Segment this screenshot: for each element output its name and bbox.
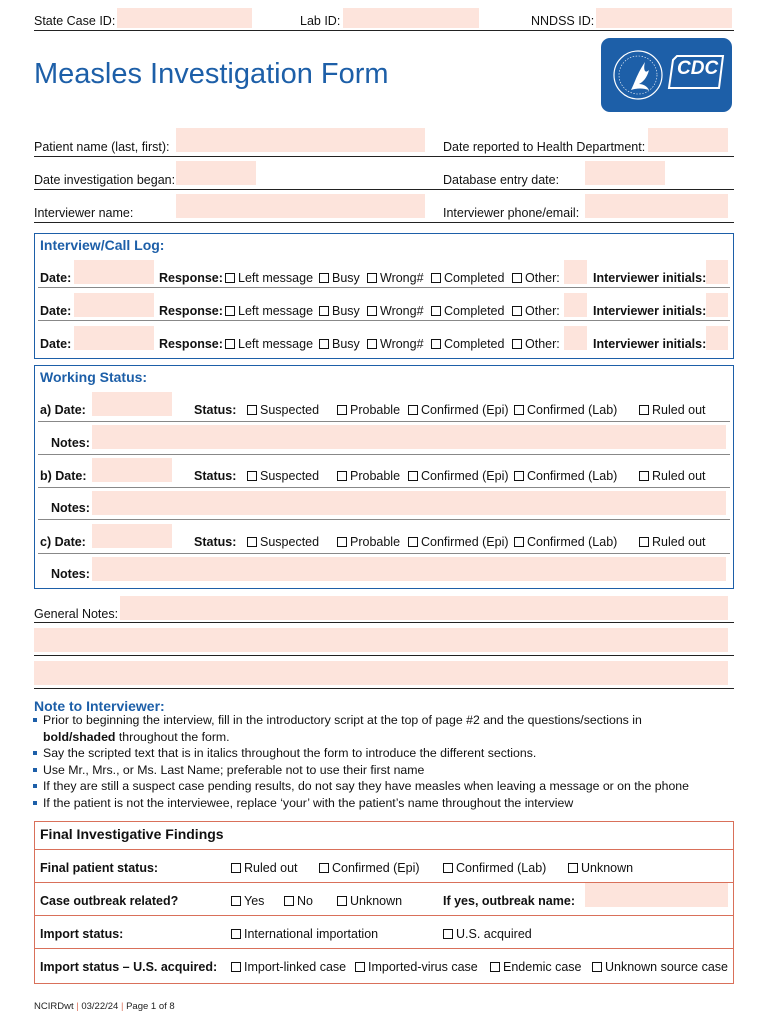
cdc-logo-text: CDC [677, 58, 719, 79]
db-entry-label: Database entry date: [443, 173, 560, 187]
checkbox-icon [231, 863, 241, 873]
other-field[interactable] [564, 326, 587, 350]
interviewer-name-field[interactable] [176, 194, 425, 218]
state-case-id-label: State Case ID: [34, 14, 116, 28]
opt-other[interactable]: Other: [512, 271, 560, 285]
page-title: Measles Investigation Form [34, 58, 389, 90]
checkbox-icon [639, 471, 649, 481]
initials-field[interactable] [706, 293, 728, 317]
checkbox-icon [247, 537, 257, 547]
opt-confirmed-epi[interactable]: Confirmed (Epi) [408, 403, 509, 417]
opt-final-unknown[interactable]: Unknown [568, 861, 633, 875]
initials-field[interactable] [706, 326, 728, 350]
checkbox-icon [443, 929, 453, 939]
opt-outbreak-unknown[interactable]: Unknown [337, 894, 402, 908]
opt-suspected[interactable]: Suspected [247, 469, 319, 483]
checkbox-icon [443, 863, 453, 873]
note-item: Prior to beginning the interview, fill in the introductory script at the top of page #2 and the questions/sections in bold/shaded throughout the form. [32, 712, 742, 745]
opt-confirmed-lab[interactable]: Confirmed (Lab) [514, 469, 617, 483]
patient-name-field[interactable] [176, 128, 425, 152]
call-date-field[interactable] [74, 293, 154, 317]
opt-confirmed-lab[interactable]: Confirmed (Lab) [514, 535, 617, 549]
opt-busy[interactable]: Busy [319, 337, 360, 351]
checkbox-icon [231, 962, 241, 972]
status-date-field[interactable] [92, 524, 172, 548]
call-log-title: Interview/Call Log: [40, 237, 165, 253]
cdc-logo [601, 38, 732, 112]
opt-left-message[interactable]: Left message [225, 271, 313, 285]
opt-confirmed-epi[interactable]: Confirmed (Epi) [408, 535, 509, 549]
status-label: Status: [194, 403, 237, 417]
date-reported-label: Date reported to Health Department: [443, 140, 646, 154]
opt-left-message[interactable]: Left message [225, 304, 313, 318]
date-reported-field[interactable] [648, 128, 728, 152]
checkbox-icon [225, 273, 235, 283]
checkbox-icon [431, 306, 441, 316]
opt-left-message[interactable]: Left message [225, 337, 313, 351]
checkbox-icon [247, 471, 257, 481]
general-notes-field-1[interactable] [120, 596, 728, 620]
checkbox-icon [490, 962, 500, 972]
opt-us-acquired[interactable]: U.S. acquired [443, 927, 532, 941]
status-date-label: a) Date: [40, 403, 86, 417]
opt-confirmed-epi[interactable]: Confirmed (Epi) [408, 469, 509, 483]
note-to-interviewer-title: Note to Interviewer: [34, 698, 165, 714]
status-date-field[interactable] [92, 392, 172, 416]
opt-endemic[interactable]: Endemic case [490, 960, 582, 974]
outbreak-name-field[interactable] [585, 883, 728, 907]
opt-completed[interactable]: Completed [431, 337, 504, 351]
opt-probable[interactable]: Probable [337, 403, 400, 417]
opt-ruled-out[interactable]: Ruled out [639, 403, 706, 417]
opt-other[interactable]: Other: [512, 337, 560, 351]
checkbox-icon [512, 339, 522, 349]
checkbox-icon [319, 863, 329, 873]
working-status-title: Working Status: [40, 369, 148, 385]
opt-final-confirmed-epi[interactable]: Confirmed (Epi) [319, 861, 420, 875]
other-field[interactable] [564, 260, 587, 284]
checkbox-icon [225, 306, 235, 316]
status-date-label: c) Date: [40, 535, 86, 549]
initials-label: Interviewer initials: [593, 304, 707, 318]
note-item: Use Mr., Mrs., or Ms. Last Name; preferable not to use their first name [32, 762, 742, 779]
checkbox-icon [514, 471, 524, 481]
response-label: Response: [159, 271, 223, 285]
checkbox-icon [367, 339, 377, 349]
notes-label: Notes: [51, 501, 90, 515]
opt-final-confirmed-lab[interactable]: Confirmed (Lab) [443, 861, 546, 875]
initials-field[interactable] [706, 260, 728, 284]
checkbox-icon [319, 273, 329, 283]
checkbox-icon [284, 896, 294, 906]
opt-ruled-out[interactable]: Ruled out [639, 469, 706, 483]
opt-import-linked[interactable]: Import-linked case [231, 960, 346, 974]
outbreak-label: Case outbreak related? [40, 894, 179, 908]
checkbox-icon [639, 405, 649, 415]
notes-label: Notes: [51, 567, 90, 581]
status-label: Status: [194, 469, 237, 483]
response-label: Response: [159, 304, 223, 318]
status-date-field[interactable] [92, 458, 172, 482]
initials-label: Interviewer initials: [593, 271, 707, 285]
opt-ruled-out[interactable]: Ruled out [639, 535, 706, 549]
footer: NCIRDwt | 03/22/24 | Page 1 of 8 [34, 1001, 175, 1012]
checkbox-icon [337, 405, 347, 415]
opt-outbreak-no[interactable]: No [284, 894, 313, 908]
interviewer-name-label: Interviewer name: [34, 206, 134, 220]
checkbox-icon [431, 339, 441, 349]
notes-field[interactable] [92, 557, 726, 581]
checkbox-icon [408, 471, 418, 481]
note-item: Say the scripted text that is in italics throughout the form to introduce the different sections. [32, 745, 742, 762]
initials-label: Interviewer initials: [593, 337, 707, 351]
checkbox-icon [337, 896, 347, 906]
opt-completed[interactable]: Completed [431, 304, 504, 318]
checkbox-icon [337, 537, 347, 547]
checkbox-icon [514, 405, 524, 415]
checkbox-icon [512, 273, 522, 283]
outbreak-name-label: If yes, outbreak name: [443, 894, 575, 908]
checkbox-icon [231, 929, 241, 939]
opt-probable[interactable]: Probable [337, 535, 400, 549]
checkbox-icon [367, 273, 377, 283]
footer-page: Page 1 of 8 [126, 1001, 175, 1012]
checkbox-icon [337, 471, 347, 481]
other-field[interactable] [564, 293, 587, 317]
state-case-id-field[interactable] [117, 8, 252, 28]
checkbox-icon [431, 273, 441, 283]
lab-id-label: Lab ID: [300, 14, 341, 28]
notes-field[interactable] [92, 491, 726, 515]
call-date-field[interactable] [74, 260, 154, 284]
response-label: Response: [159, 337, 223, 351]
checkbox-icon [225, 339, 235, 349]
call-date-field[interactable] [74, 326, 154, 350]
general-notes-field-2[interactable] [34, 628, 728, 652]
import-us-label: Import status – U.S. acquired: [40, 960, 218, 974]
call-date-label: Date: [40, 337, 72, 351]
checkbox-icon [355, 962, 365, 972]
import-status-label: Import status: [40, 927, 124, 941]
checkbox-icon [367, 306, 377, 316]
opt-outbreak-yes[interactable]: Yes [231, 894, 264, 908]
patient-name-label: Patient name (last, first): [34, 140, 170, 154]
checkbox-icon [319, 306, 329, 316]
notes-field[interactable] [92, 425, 726, 449]
opt-wrong-number[interactable]: Wrong# [367, 271, 424, 285]
notes-label: Notes: [51, 436, 90, 450]
call-date-label: Date: [40, 304, 72, 318]
footer-code: NCIRDwt [34, 1001, 74, 1012]
opt-probable[interactable]: Probable [337, 469, 400, 483]
opt-other[interactable]: Other: [512, 304, 560, 318]
general-notes-label: General Notes: [34, 607, 119, 621]
note-item: If the patient is not the interviewee, replace ‘your’ with the patient’s name throughout the interview [32, 795, 742, 812]
checkbox-icon [592, 962, 602, 972]
opt-confirmed-lab[interactable]: Confirmed (Lab) [514, 403, 617, 417]
interviewer-phone-field[interactable] [585, 194, 728, 218]
final-findings-title: Final Investigative Findings [40, 826, 224, 842]
opt-final-ruled-out[interactable]: Ruled out [231, 861, 298, 875]
opt-unknown-source[interactable]: Unknown source case [592, 960, 728, 974]
opt-completed[interactable]: Completed [431, 271, 504, 285]
opt-international-importation[interactable]: International importation [231, 927, 378, 941]
checkbox-icon [512, 306, 522, 316]
note-list [32, 712, 742, 811]
nndss-id-label: NNDSS ID: [531, 14, 595, 28]
opt-suspected[interactable]: Suspected [247, 403, 319, 417]
opt-wrong-number[interactable]: Wrong# [367, 304, 424, 318]
interviewer-phone-label: Interviewer phone/email: [443, 206, 580, 220]
general-notes-field-3[interactable] [34, 661, 728, 685]
final-status-label: Final patient status: [40, 861, 159, 875]
lab-id-field[interactable] [343, 8, 479, 28]
checkbox-icon [319, 339, 329, 349]
checkbox-icon [514, 537, 524, 547]
status-label: Status: [194, 535, 237, 549]
status-date-label: b) Date: [40, 469, 87, 483]
note-item: If they are still a suspect case pending results, do not say they have measles when leaving a message or on the phone [32, 778, 742, 795]
footer-date: 03/22/24 [81, 1001, 119, 1012]
checkbox-icon [568, 863, 578, 873]
opt-busy[interactable]: Busy [319, 271, 360, 285]
nndss-id-field[interactable] [596, 8, 732, 28]
opt-suspected[interactable]: Suspected [247, 535, 319, 549]
checkbox-icon [231, 896, 241, 906]
date-began-label: Date investigation began: [34, 173, 176, 187]
opt-busy[interactable]: Busy [319, 304, 360, 318]
call-date-label: Date: [40, 271, 72, 285]
date-began-field[interactable] [176, 161, 256, 185]
opt-wrong-number[interactable]: Wrong# [367, 337, 424, 351]
checkbox-icon [639, 537, 649, 547]
checkbox-icon [408, 405, 418, 415]
db-entry-field[interactable] [585, 161, 665, 185]
opt-imported-virus[interactable]: Imported-virus case [355, 960, 478, 974]
checkbox-icon [247, 405, 257, 415]
checkbox-icon [408, 537, 418, 547]
